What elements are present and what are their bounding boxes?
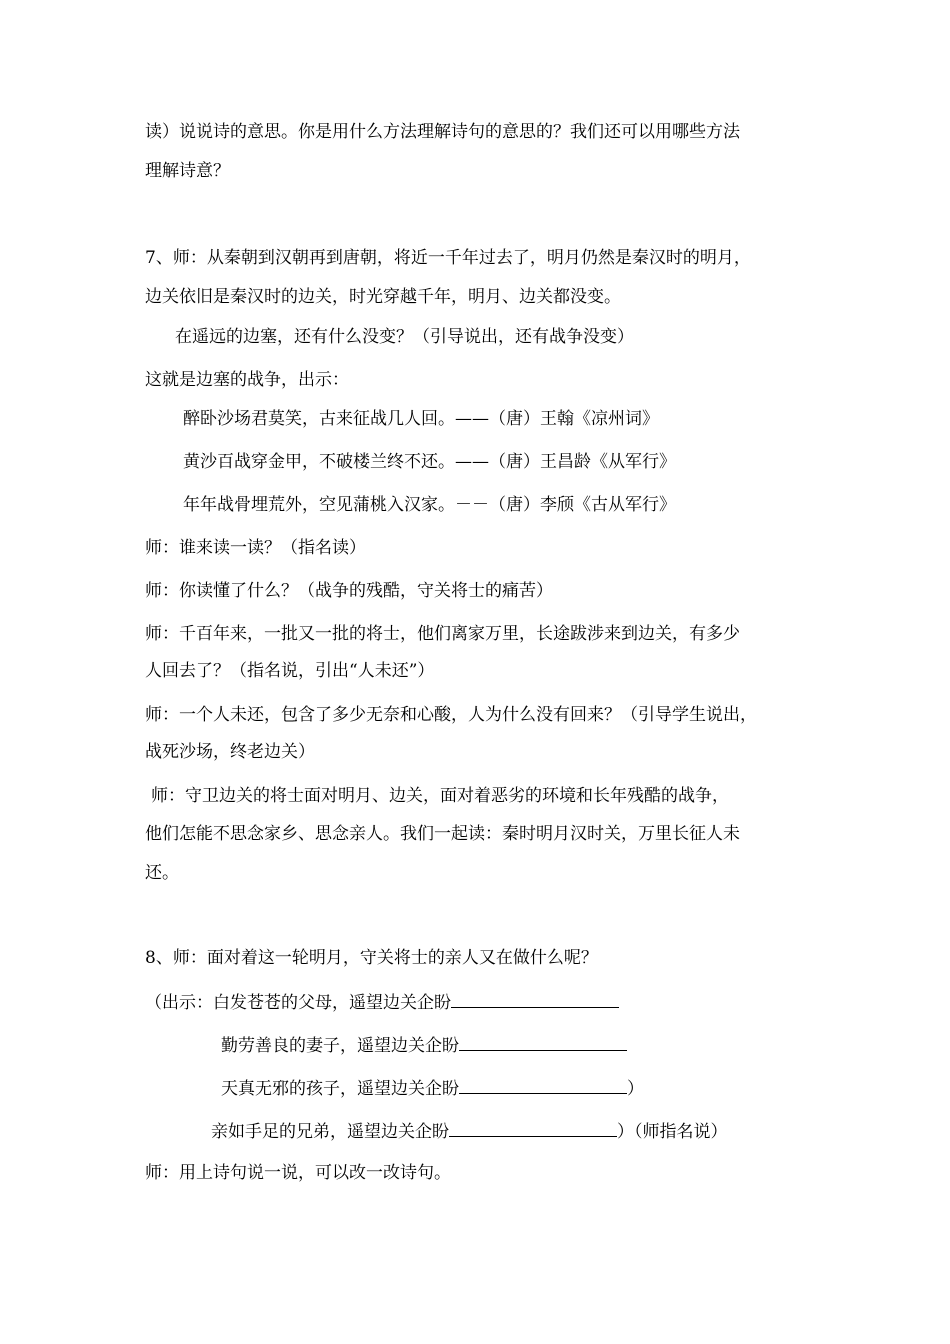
question-1: 师：谁来读一读？（指名读） (145, 538, 366, 558)
question-2: 师：你读懂了什么？（战争的残酷，守关将士的痛苦） (145, 581, 553, 601)
section8-line1: 8、师：面对着这一轮明月，守关将士的亲人又在做什么呢？ (145, 948, 598, 968)
poem-2: 黄沙百战穿金甲，不破楼兰终不还。——（唐）王昌龄《从军行》 (183, 452, 676, 472)
section7-line2: 边关依旧是秦汉时的边关，时光穿越千年，明月、边关都没变。 (145, 287, 621, 307)
poem-1: 醉卧沙场君莫笑，古来征战几人回。——（唐）王翰《凉州词》 (183, 409, 659, 429)
show-line-4 (211, 1118, 728, 1144)
section7-line3: 在遥远的边塞，还有什么没变？（引导说出，还有战争没变） (175, 327, 634, 347)
section6-line2: 理解诗意？ (145, 161, 230, 181)
section7-line4: 这就是边塞的战争，出示： (145, 370, 349, 390)
show-line-3-end: ） (627, 1079, 644, 1099)
fill-blank-3[interactable] (459, 1075, 627, 1094)
show-line-2 (221, 1032, 627, 1058)
show-line-2-text: 勤劳善良的妻子，遥望边关企盼 (221, 1036, 459, 1056)
section6-line1: 读）说说诗的意思。你是用什么方法理解诗句的意思的？我们还可以用哪些方法 (145, 122, 740, 142)
show-line-3 (221, 1075, 644, 1101)
show-line-4-end: ）（师指名说） (617, 1122, 728, 1142)
show-line-1 (145, 989, 619, 1015)
question-5c: 还。 (145, 863, 179, 883)
show-line-4-text: 亲如手足的兄弟，遥望边关企盼 (211, 1122, 449, 1142)
poem-3: 年年战骨埋荒外，空见蒲桃入汉家。－－（唐）李颀《古从军行》 (183, 495, 676, 515)
question-5a: 师：守卫边关的将士面对明月、边关，面对着恶劣的环境和长年残酷的战争， (151, 786, 729, 806)
section8-final: 师：用上诗句说一说，可以改一改诗句。 (145, 1163, 451, 1183)
question-3b: 人回去了？（指名说，引出“人未还”） (145, 661, 435, 681)
fill-blank-1[interactable] (451, 989, 619, 1008)
question-4a: 师：一个人未还，包含了多少无奈和心酸，人为什么没有回来？（引导学生说出， (145, 705, 757, 725)
show-line-3-text: 天真无邪的孩子，遥望边关企盼 (221, 1079, 459, 1099)
question-4b: 战死沙场，终老边关） (145, 742, 315, 762)
show-line-1-text: （出示：白发苍苍的父母，遥望边关企盼 (145, 993, 451, 1013)
question-5b: 他们怎能不思念家乡、思念亲人。我们一起读：秦时明月汉时关，万里长征人未 (145, 824, 740, 844)
fill-blank-2[interactable] (459, 1032, 627, 1051)
section7-line1: 7、师：从秦朝到汉朝再到唐朝，将近一千年过去了，明月仍然是秦汉时的明月， (145, 248, 751, 268)
question-3a: 师：千百年来，一批又一批的将士，他们离家万里，长途跋涉来到边关，有多少 (145, 624, 740, 644)
fill-blank-4[interactable] (449, 1118, 617, 1137)
